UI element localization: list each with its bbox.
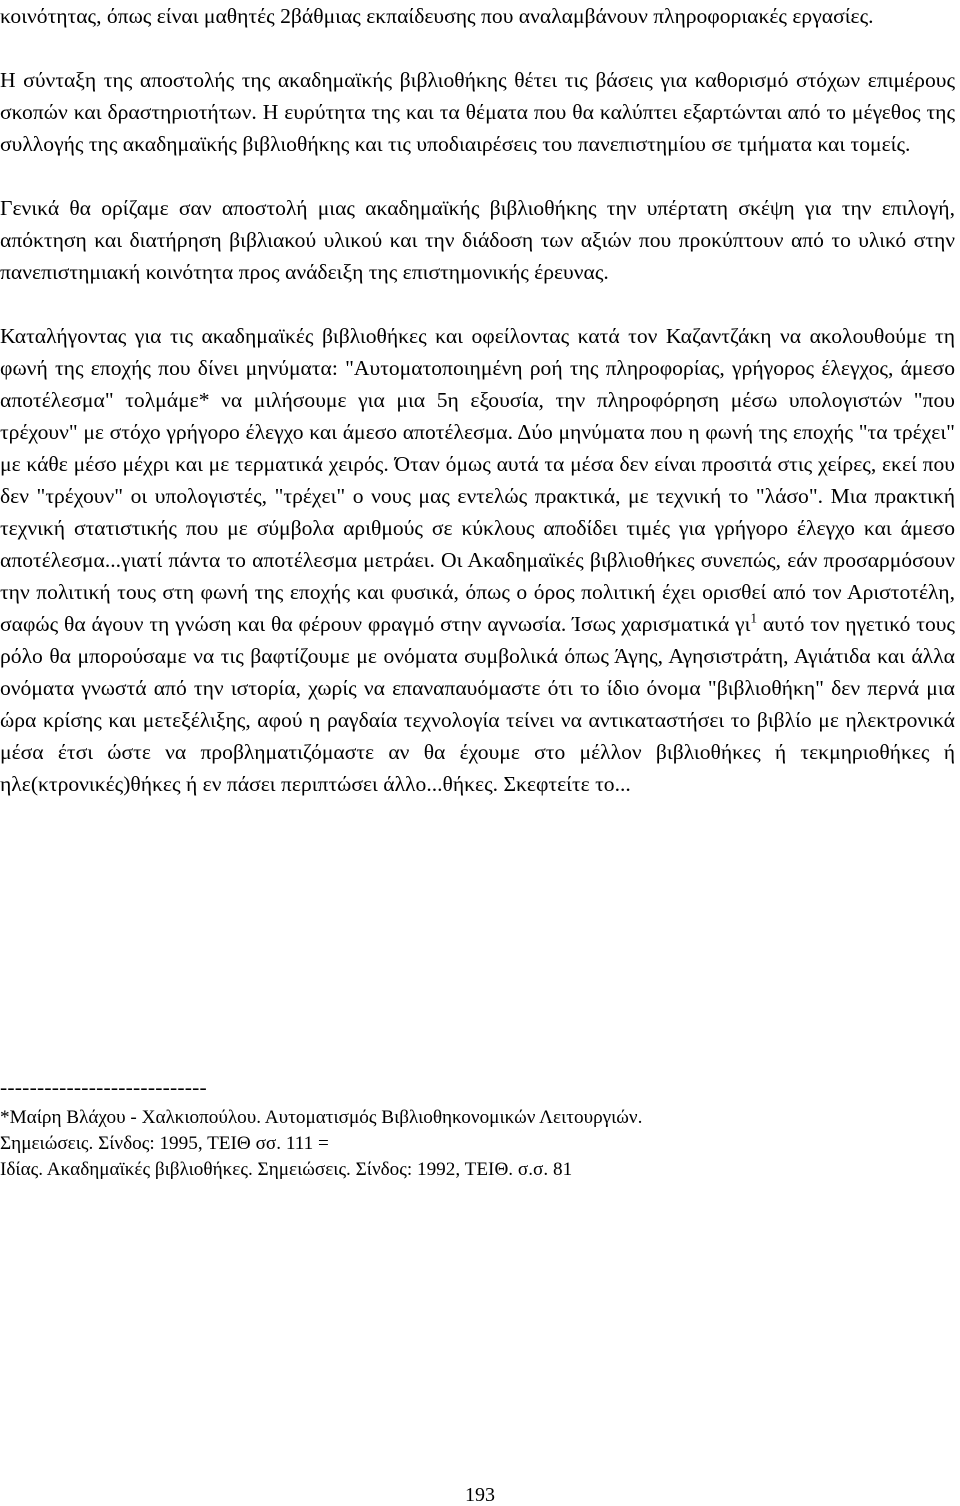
paragraph-3: Γενικά θα ορίζαμε σαν αποστολή μιας ακαδημαϊκής βιβλιοθήκης την υπέρτατη σκέψη για την επιλογή, απόκτηση και διατήρηση βιβλιακού υλικού και την διάδοση των αξιών που προκύπτουν από το υλικό στην πανεπιστημιακή κοινότητα προς ανάδειξη της επιστημονικής έρευνας.	[0, 196, 955, 284]
paragraph-4-text-start: Καταλήγοντας για τις ακαδημαϊκές βιβλιοθήκες και οφείλοντας κατά τον Καζαντζάκη να ακολουθούμε τη φωνή της εποχής που δίνει μηνύματα: "Αυτοματοποιημένη ροή της πληροφορίας, γρήγορος έλεγχος, άμεσο αποτέλεσμα" τολμάμε* να μιλήσουμε για μια 5η εξουσία, την πληροφόρηση μέσω υπολογιστών "που τρέχουν" με στόχο γρήγορο έλεγχο και άμεσο αποτέλεσμα. Δύο μηνύματα που η φωνή της εποχής "τα τρέχει" με κάθε μέσο μέχρι και με τερματικά χειρός. Όταν όμως αυτά τα μέσα δεν είναι προσιτά στις χείρες, εκεί που δεν "τρέχουν" οι υπολογιστές, "τρέχει" ο νους μας εντελώς πρακτικά, με τεχνική το "λάσο". Μια πρακτική τεχνική στατιστικής που με σύμβολα αριθμούς σε κύκλους αποδίδει τιμές για γρήγορο έλεγχο και άμεσο αποτέλεσμα...γιατί πάντα το αποτέλεσμα μετράει. Οι Ακαδημαϊκές βιβλιοθήκες συνεπώς, εάν προσαρμόσουν την πολιτική τους στη φωνή της εποχής και φυσικά, όπως ο όρος πολιτική έχει ορισθεί από τον Αριστοτέλη, σαφώς θα άγουν τη γνώση και θα φέρουν φραγμό στην αγνωσία. Ίσως χαρισματικά γι	[0, 324, 955, 636]
paragraph-2: Η σύνταξη της αποστολής της ακαδημαϊκής βιβλιοθήκης θέτει τις βάσεις για καθορισμό στόχων επιμέρους σκοπών και δραστηριοτήτων. Η ευρύτητα της και τα θέματα που θα καλύπτει εξαρτώνται από το μέγεθος της συλλογής της ακαδημαϊκής βιβλιοθήκης και τις υποδιαιρέσεις του πανεπιστημίου σε τμήματα και τομείς.	[0, 68, 955, 156]
paragraph-1: κοινότητας, όπως είναι μαθητές 2βάθμιας εκπαίδευσης που αναλαμβάνουν πληροφοριακές εργασίες.	[0, 4, 874, 28]
footnote-line-2: Σημειώσεις. Σίνδος: 1995, ΤΕΙΘ σσ. 111 =	[0, 1133, 329, 1154]
paragraph-4	[0, 320, 955, 800]
footnote-line-1: *Μαίρη Βλάχου - Χαλκιοπούλου. Αυτοματισμός Βιβλιοθηκονομικών Λειτουργιών.	[0, 1107, 643, 1128]
footnote-line-3: Ιδίας. Ακαδημαϊκές βιβλιοθήκες. Σημειώσεις. Σίνδος: 1992, ΤΕΙΘ. σ.σ. 81	[0, 1159, 573, 1180]
page-number: 193	[465, 1484, 495, 1506]
paragraph-4-text-end: αυτό τον ηγετικό τους ρόλο θα μπορούσαμε να τις βαφτίζουμε με ονόματα συμβολικά όπως Άγης, Αγησιστράτη, Αγιάτιδα και άλλα ονόματα γνωστά από την ιστορία, χωρίς να επαναπαυόμαστε ότι το ίδιο όνομα "βιβλιοθήκη" δεν περνά μια ώρα κρίσης και μετεξέλιξης, αφού η ραγδαία τεχνολογία τείνει να αντικαταστήσει το βιβλίο με ηλεκτρονικά μέσα έτσι ώστε να προβληματιζόμαστε αν θα έχουμε στο μέλλον βιβλιοθήκες ή τεκμηριοθήκες ή ηλε(κτρονικές)θήκες ή εν πάσει περιπτώσει άλλο...θήκες. Σκεφτείτε το...	[0, 612, 955, 796]
footnote-separator: ----------------------------	[0, 1075, 207, 1099]
footnotes	[0, 1075, 955, 1183]
footnote-reference: 1	[750, 610, 758, 626]
